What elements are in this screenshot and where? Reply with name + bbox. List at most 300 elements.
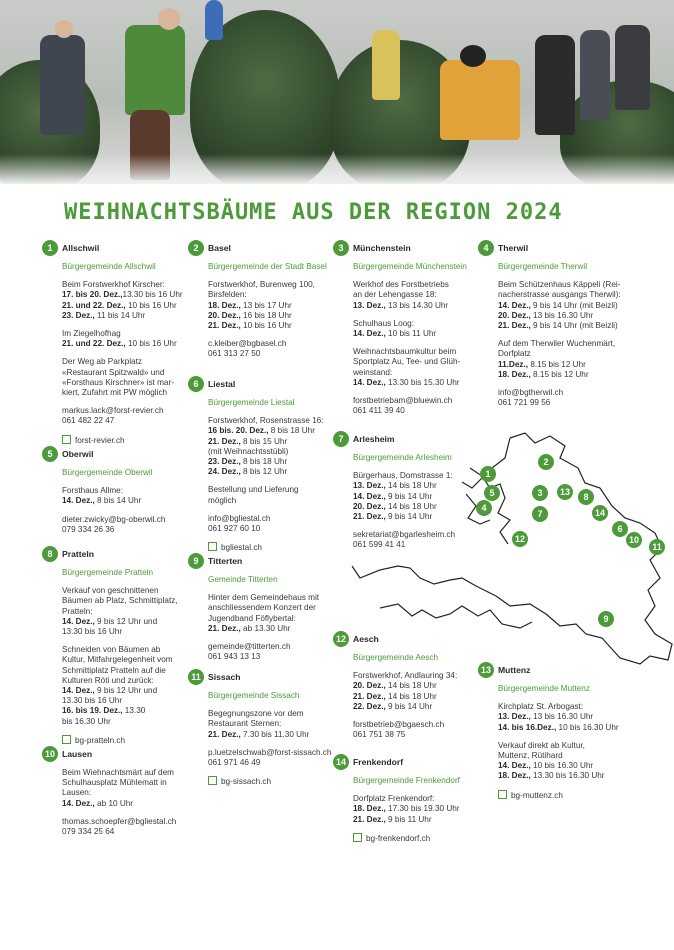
entry-paragraph [208,514,328,534]
entry-number-badge: 14 [333,754,349,770]
entry-date: 21. und 22. Dez., [62,339,126,349]
entry-text: 8 bis 14 Uhr [94,496,142,506]
entry-number-badge: 8 [42,546,58,562]
entry-line [62,596,182,606]
external-link-icon [62,735,71,744]
entry-paragraph [62,329,182,349]
entry-paragraph [62,406,182,426]
entry-organization: Bürgergemeinde Frenkendorf [353,776,460,785]
entry-text: 10 bis 16 Uhr [125,300,177,310]
entry-number-badge: 6 [188,376,204,392]
entry-text: Sportplatz Au, Tee- und Glüh- [353,357,461,367]
entry-paragraph [62,515,182,535]
entry-text: 061 971 46 49 [208,758,261,768]
entry-line [62,586,182,596]
entry-line [62,416,182,426]
entry-paragraph [498,741,618,782]
map-pin-6: 6 [612,521,628,537]
entry-line [62,280,182,290]
entry-paragraph [62,357,182,398]
entry-date: 14. Dez., [353,377,386,387]
entry-text: 9 bis 12 Uhr und [94,616,158,626]
entry-line [62,666,182,676]
entry-text: sekretariat@bgarlesheim.ch [353,530,456,540]
entry-line [62,378,182,388]
entry-paragraph [208,485,328,505]
entry-text: kiert, Zufahrt mit PW möglich [62,388,168,398]
map-pin-11: 11 [649,539,665,555]
entry-municipality: Titterten [208,556,243,566]
entry-line [62,617,182,627]
entry-line [62,301,182,311]
entry-text: 14 bis 18 Uhr [385,501,437,511]
entry-date: 17. bis 20. Dez., [62,290,123,300]
entry-text: 061 721 99 56 [498,398,551,408]
entry-line [353,319,473,329]
entry-line [208,437,328,447]
entry-organization: Bürgergemeinde Allschwil [62,262,156,271]
entry-text: möglich [208,495,237,505]
entry-text: 7.30 bis 11.30 Uhr [240,729,310,739]
entry-date: 22. Dez., [353,701,386,711]
entry-line [62,827,182,837]
entry-text: 10 bis 16.30 Uhr [556,722,619,732]
entry-line [208,719,328,729]
entry-text: 061 751 38 75 [353,730,406,740]
entry-line [208,311,328,321]
entry-liestal [188,376,328,553]
entry-text: 8.15 bis 12 Uhr [530,369,589,379]
entry-line [62,676,182,686]
map-pin-3: 3 [532,485,548,501]
entry-website-link[interactable] [353,833,473,844]
entry-paragraph [62,817,182,837]
entry-number-badge: 9 [188,553,204,569]
entry-lausen [42,746,182,845]
entry-date: 21. Dez., [208,729,241,739]
entry-paragraph [62,645,182,727]
entry-paragraph [62,280,182,321]
entry-text: ab 10 Uhr [94,798,134,808]
entry-text: c.kleiber@bgbasel.ch [208,339,287,349]
entry-line [353,406,473,416]
map-pin-1: 1 [480,466,496,482]
entry-line [208,467,328,477]
entry-text: nacherstrasse ausgangs Therwil): [498,290,621,300]
entry-line [62,496,182,506]
external-link-icon [208,542,217,551]
entry-line [62,486,182,496]
entry-text: Schulhaus Loog: [353,318,414,328]
entry-date: 21. und 22. Dez., [62,300,126,310]
entry-date: 24. Dez., [208,467,241,477]
entry-organization: Bürgergemeinde Münchenstein [353,262,467,271]
entry-line [62,525,182,535]
entry-line [498,360,638,370]
entry-line [208,321,328,331]
entry-text: 079 334 26 36 [62,524,115,534]
entry-line [498,321,638,331]
entry-date: 20. Dez., [353,501,386,511]
entry-municipality: Aesch [353,634,379,644]
entry-paragraph [62,586,182,637]
entry-date: 21. Dez., [498,321,531,331]
entry-text: Werkhof des Forstbetriebs [353,280,449,290]
entry-date: 14. Dez., [498,761,531,771]
entry-text: 061 599 41 41 [353,540,406,550]
entry-municipality: Oberwil [62,449,94,459]
entry-text: 8 bis 15 Uhr [240,436,288,446]
entry-text: p.luetzelschwab@forst-sissach.ch [208,747,332,757]
entry-date: 13. Dez., [498,712,531,722]
entry-line [208,758,328,768]
entry-line [208,349,328,359]
external-link-icon [208,776,217,785]
entry-text: 9 bis 14 Uhr (mit Beizli) [530,300,618,310]
entry-text: Kultur, Mitfahrgelegenheit vom [62,655,173,665]
entry-municipality: Sissach [208,672,241,682]
entry-text: (mit Weihnachtsstübli) [208,446,289,456]
entry-line [208,652,328,662]
entry-line [62,768,182,778]
entry-text: 10 bis 11 Uhr [385,329,437,339]
entry-date: 21. Dez., [208,436,241,446]
entry-website-link[interactable] [498,790,618,801]
entry-text: gemeinde@titterten.ch [208,642,291,652]
entry-municipality: Arlesheim [353,434,395,444]
page-title: WEIHNACHTSBÄUME AUS DER REGION 2024 [64,200,563,225]
entry-text: Verkauf von geschnittenen [62,586,159,596]
entry-line [498,771,618,781]
entry-line [208,603,328,613]
entry-paragraph [208,280,328,331]
entry-text: 9 bis 11 Uhr [385,814,432,824]
entry-paragraph [498,702,618,733]
entry-text: Schneiden von Bäumen ab [62,645,161,655]
entry-paragraph [498,388,638,408]
entry-text: Forstwerkhof, Burenweg 100, [208,280,315,290]
entry-text: 13.30 bis 16 Uhr [62,627,123,637]
entry-line [62,311,182,321]
entry-text: Kirchplatz St. Arbogast: [498,702,584,712]
entry-website-link[interactable] [62,435,182,446]
entry-text: 17.30 bis 19.30 Uhr [385,804,460,814]
entry-number-badge: 2 [188,240,204,256]
entry-paragraph [353,396,473,416]
entry-paragraph [62,486,182,506]
entry-municipality: Muttenz [498,665,531,675]
entry-organization: Bürgergemeinde Muttenz [498,684,590,693]
entry-line [353,720,473,730]
entry-text: thomas.schoepfer@bgliestal.ch [62,816,177,826]
entry-text: 14 bis 18 Uhr [385,481,437,491]
entry-line [62,339,182,349]
entry-line [353,378,473,388]
entry-municipality: Lausen [62,749,93,759]
entry-text: 10 bis 16 Uhr [125,339,177,349]
map-pin-4: 4 [476,500,492,516]
entry-line [498,339,638,349]
entry-text: 13.30 bis 16 Uhr [122,290,183,300]
entry-paragraph [498,339,638,380]
entry-line [208,485,328,495]
entry-text: Forsthaus Allme: [62,486,123,496]
entry-paragraph [208,593,328,634]
entry-organization: Bürgergemeinde der Stadt Basel [208,262,327,271]
entry-paragraph [208,416,328,477]
entry-line [498,761,618,771]
entry-line [208,339,328,349]
entry-line [498,349,638,359]
entry-line [62,778,182,788]
entry-organization: Bürgergemeinde Aesch [353,653,439,662]
entry-text: Jugendband Föflybertal: [208,613,296,623]
entry-therwil [478,240,638,416]
entry-text: Schmittiplatz Pratteln auf die [62,665,166,675]
entry-text: 13.30 bis 16 Uhr [62,696,123,706]
map-pin-10: 10 [626,532,642,548]
entry-muenchenstein [333,240,473,424]
entry-text: 9 bis 14 Uhr (mit Beizli) [530,321,618,331]
entry-text: anschliessendem Konzert der [208,603,316,613]
entry-line [353,357,473,367]
entry-paragraph [208,339,328,359]
entry-line [353,280,473,290]
entry-line [62,696,182,706]
entry-number-badge: 7 [333,431,349,447]
entry-line [498,311,638,321]
entry-text: 13.30 bis 16.30 Uhr [530,771,605,781]
entry-website-link[interactable] [208,776,328,787]
entry-website-text: bg-muttenz.ch [511,790,563,800]
entry-municipality: Therwil [498,243,529,253]
entry-website-text: bg-pratteln.ch [75,735,126,745]
entry-line [353,815,473,825]
entry-municipality: Liestal [208,379,236,389]
entry-text: Forstwerkhof, Andlauring 34: [353,671,458,681]
entry-number-badge: 3 [333,240,349,256]
entry-date: 21. Dez., [353,691,386,701]
entry-organization: Bürgergemeinde Arlesheim [353,453,452,462]
entry-titterten [188,553,328,670]
map-pin-2: 2 [538,454,554,470]
entry-line [208,614,328,624]
entry-line [208,730,328,740]
entry-date: 20. Dez., [498,310,531,320]
entry-number-badge: 12 [333,631,349,647]
entry-text: 061 482 22 47 [62,416,115,426]
entry-line [62,799,182,809]
entry-line [62,357,182,367]
external-link-icon [62,435,71,444]
entry-line [353,368,473,378]
entry-website-link[interactable] [62,735,182,746]
external-link-icon [353,833,362,842]
entry-municipality: Frenkendorf [353,757,404,767]
entry-text: Im Ziegelhofhag [62,329,121,339]
entry-text: markus.lack@forst-revier.ch [62,406,164,416]
entry-organization: Bürgergemeinde Sissach [208,691,300,700]
entry-text: 9 bis 12 Uhr und [94,686,158,696]
entry-number-badge: 1 [42,240,58,256]
entry-paragraph [208,709,328,740]
entry-pratteln [42,546,182,746]
entry-text: Bürgerhaus, Domstrasse 1: [353,471,453,481]
entry-text: Pratteln: [62,606,93,616]
entry-text: 13.30 bis 15.30 Uhr [385,377,460,387]
entry-date: 18. Dez., [353,804,386,814]
map-outline [350,428,674,670]
entry-line [62,406,182,416]
entry-paragraph [208,642,328,662]
entry-text: 9 bis 14 Uhr [385,701,433,711]
entry-text: forstbetriebam@bluewin.ch [353,396,453,406]
map-pin-8: 8 [578,489,594,505]
entry-line [208,280,328,290]
entry-sissach [188,669,332,787]
entry-text: 13.30 [122,706,146,716]
entry-text: ab 13.30 Uhr [240,623,291,633]
map-pin-7: 7 [532,506,548,522]
entry-municipality: Pratteln [62,549,94,559]
entry-number-badge: 4 [478,240,494,256]
entry-number-badge: 11 [188,669,204,685]
entry-line [208,496,328,506]
entry-line [353,671,473,681]
entry-website-link[interactable] [208,542,328,553]
entry-line [498,280,638,290]
entry-line [498,370,638,380]
entry-website-text: bgliestal.ch [221,543,262,553]
entry-text: Birsfelden: [208,290,247,300]
entry-text: an der Lehengasse 18: [353,290,437,300]
entry-date: 20. Dez., [353,681,386,691]
entry-website-text: forst-revier.ch [75,435,125,445]
entry-paragraph [353,720,473,740]
entry-paragraph [353,671,473,712]
entry-frenkendorf [333,754,473,844]
entry-line [208,301,328,311]
entry-line [208,524,328,534]
entry-organization: Bürgergemeinde Pratteln [62,568,154,577]
entry-date: 14. Dez., [62,798,95,808]
entry-organization: Bürgergemeinde Oberwil [62,468,153,477]
entry-line [62,368,182,378]
entry-text: Lausen: [62,788,92,798]
entry-line [208,290,328,300]
entry-paragraph [62,768,182,809]
entry-line [353,692,473,702]
entry-organization: Bürgergemeinde Therwil [498,262,588,271]
entry-line [62,717,182,727]
entry-basel [188,240,328,368]
entry-date: 18. Dez., [498,369,531,379]
entry-website-text: bg-frenkendorf.ch [366,833,431,843]
entry-number-badge: 13 [478,662,494,678]
entry-text: Begegnungszone vor dem [208,709,304,719]
entry-line [208,642,328,652]
entry-text: 061 411 39 40 [353,406,405,416]
entry-line [353,347,473,357]
entry-line [208,624,328,634]
entry-text: info@bgliestal.ch [208,513,271,523]
entry-text: 13 bis 16.30 Uhr [530,310,594,320]
entry-paragraph [353,347,473,388]
entry-text: Bestellung und Lieferung [208,485,299,495]
entry-line [62,290,182,300]
entry-text: Schulhausplatz Mühlematt in [62,778,167,788]
entry-date: 14. Dez., [62,686,95,696]
entry-date: 21. Dez., [353,814,386,824]
entry-date: 14. Dez., [498,300,531,310]
entry-line [353,794,473,804]
map-pin-9: 9 [598,611,614,627]
entry-line [62,788,182,798]
entry-text: 8 bis 12 Uhr [240,467,288,477]
entry-line [208,709,328,719]
entry-text: Verkauf direkt ab Kultur, [498,740,585,750]
entry-text: Dorfplatz [498,349,531,359]
entry-line [62,817,182,827]
entry-line [498,301,638,311]
map-pin-14: 14 [592,505,608,521]
entry-text: Bäumen ab Platz, Schmittiplatz, [62,596,178,606]
entry-line [62,645,182,655]
entry-text: Beim Wiehnachtsmärt auf dem [62,768,174,777]
entry-line [208,593,328,603]
entry-line [208,747,332,758]
entry-date: 21. Dez., [208,321,241,331]
entry-text: Hinter dem Gemeindehaus mit [208,593,320,603]
entry-line [208,416,328,426]
entry-text: 061 313 27 50 [208,349,261,359]
entry-line [62,329,182,339]
entry-website-text: bg-sissach.ch [221,777,272,787]
header-photo [0,0,674,184]
entry-line [498,398,638,408]
entry-text: dieter.zwicky@bg-oberwil.ch [62,514,166,524]
entry-date: 16. bis 19. Dez., [62,706,123,716]
entry-text: bis 16.30 Uhr [62,716,111,726]
entry-text: 13 bis 16.30 Uhr [530,712,594,722]
entry-date: 16 bis. 20. Dez., [208,426,269,436]
entry-line [353,804,473,814]
entry-date: 20. Dez., [208,310,241,320]
entry-text: 061 927 60 10 [208,524,261,534]
entry-text: weinstand: [353,367,393,377]
entry-date: 13. Dez., [353,481,386,491]
entry-text: 14 bis 18 Uhr [385,691,437,701]
entry-text: «Restaurant Spitzwald» und [62,367,165,377]
entry-line [62,607,182,617]
entry-date: 14. bis 16.Dez., [498,722,557,732]
map-pin-12: 12 [512,531,528,547]
entry-number-badge: 10 [42,746,58,762]
entry-text: info@bgtherwil.ch [498,388,564,398]
entry-line [353,681,473,691]
entry-paragraph [208,747,332,768]
entry-line [62,627,182,637]
entry-organization: Gemeinde Titterten [208,575,278,584]
entry-line [208,447,328,457]
entry-text: 8 bis 18 Uhr [268,426,315,436]
entry-municipality: Münchenstein [353,243,411,253]
entry-paragraph [498,280,638,331]
entry-allschwil [42,240,182,446]
entry-line [62,706,182,716]
entry-text: Muttenz, Rütihard [498,751,563,761]
entry-text: 079 334 25 64 [62,827,115,837]
